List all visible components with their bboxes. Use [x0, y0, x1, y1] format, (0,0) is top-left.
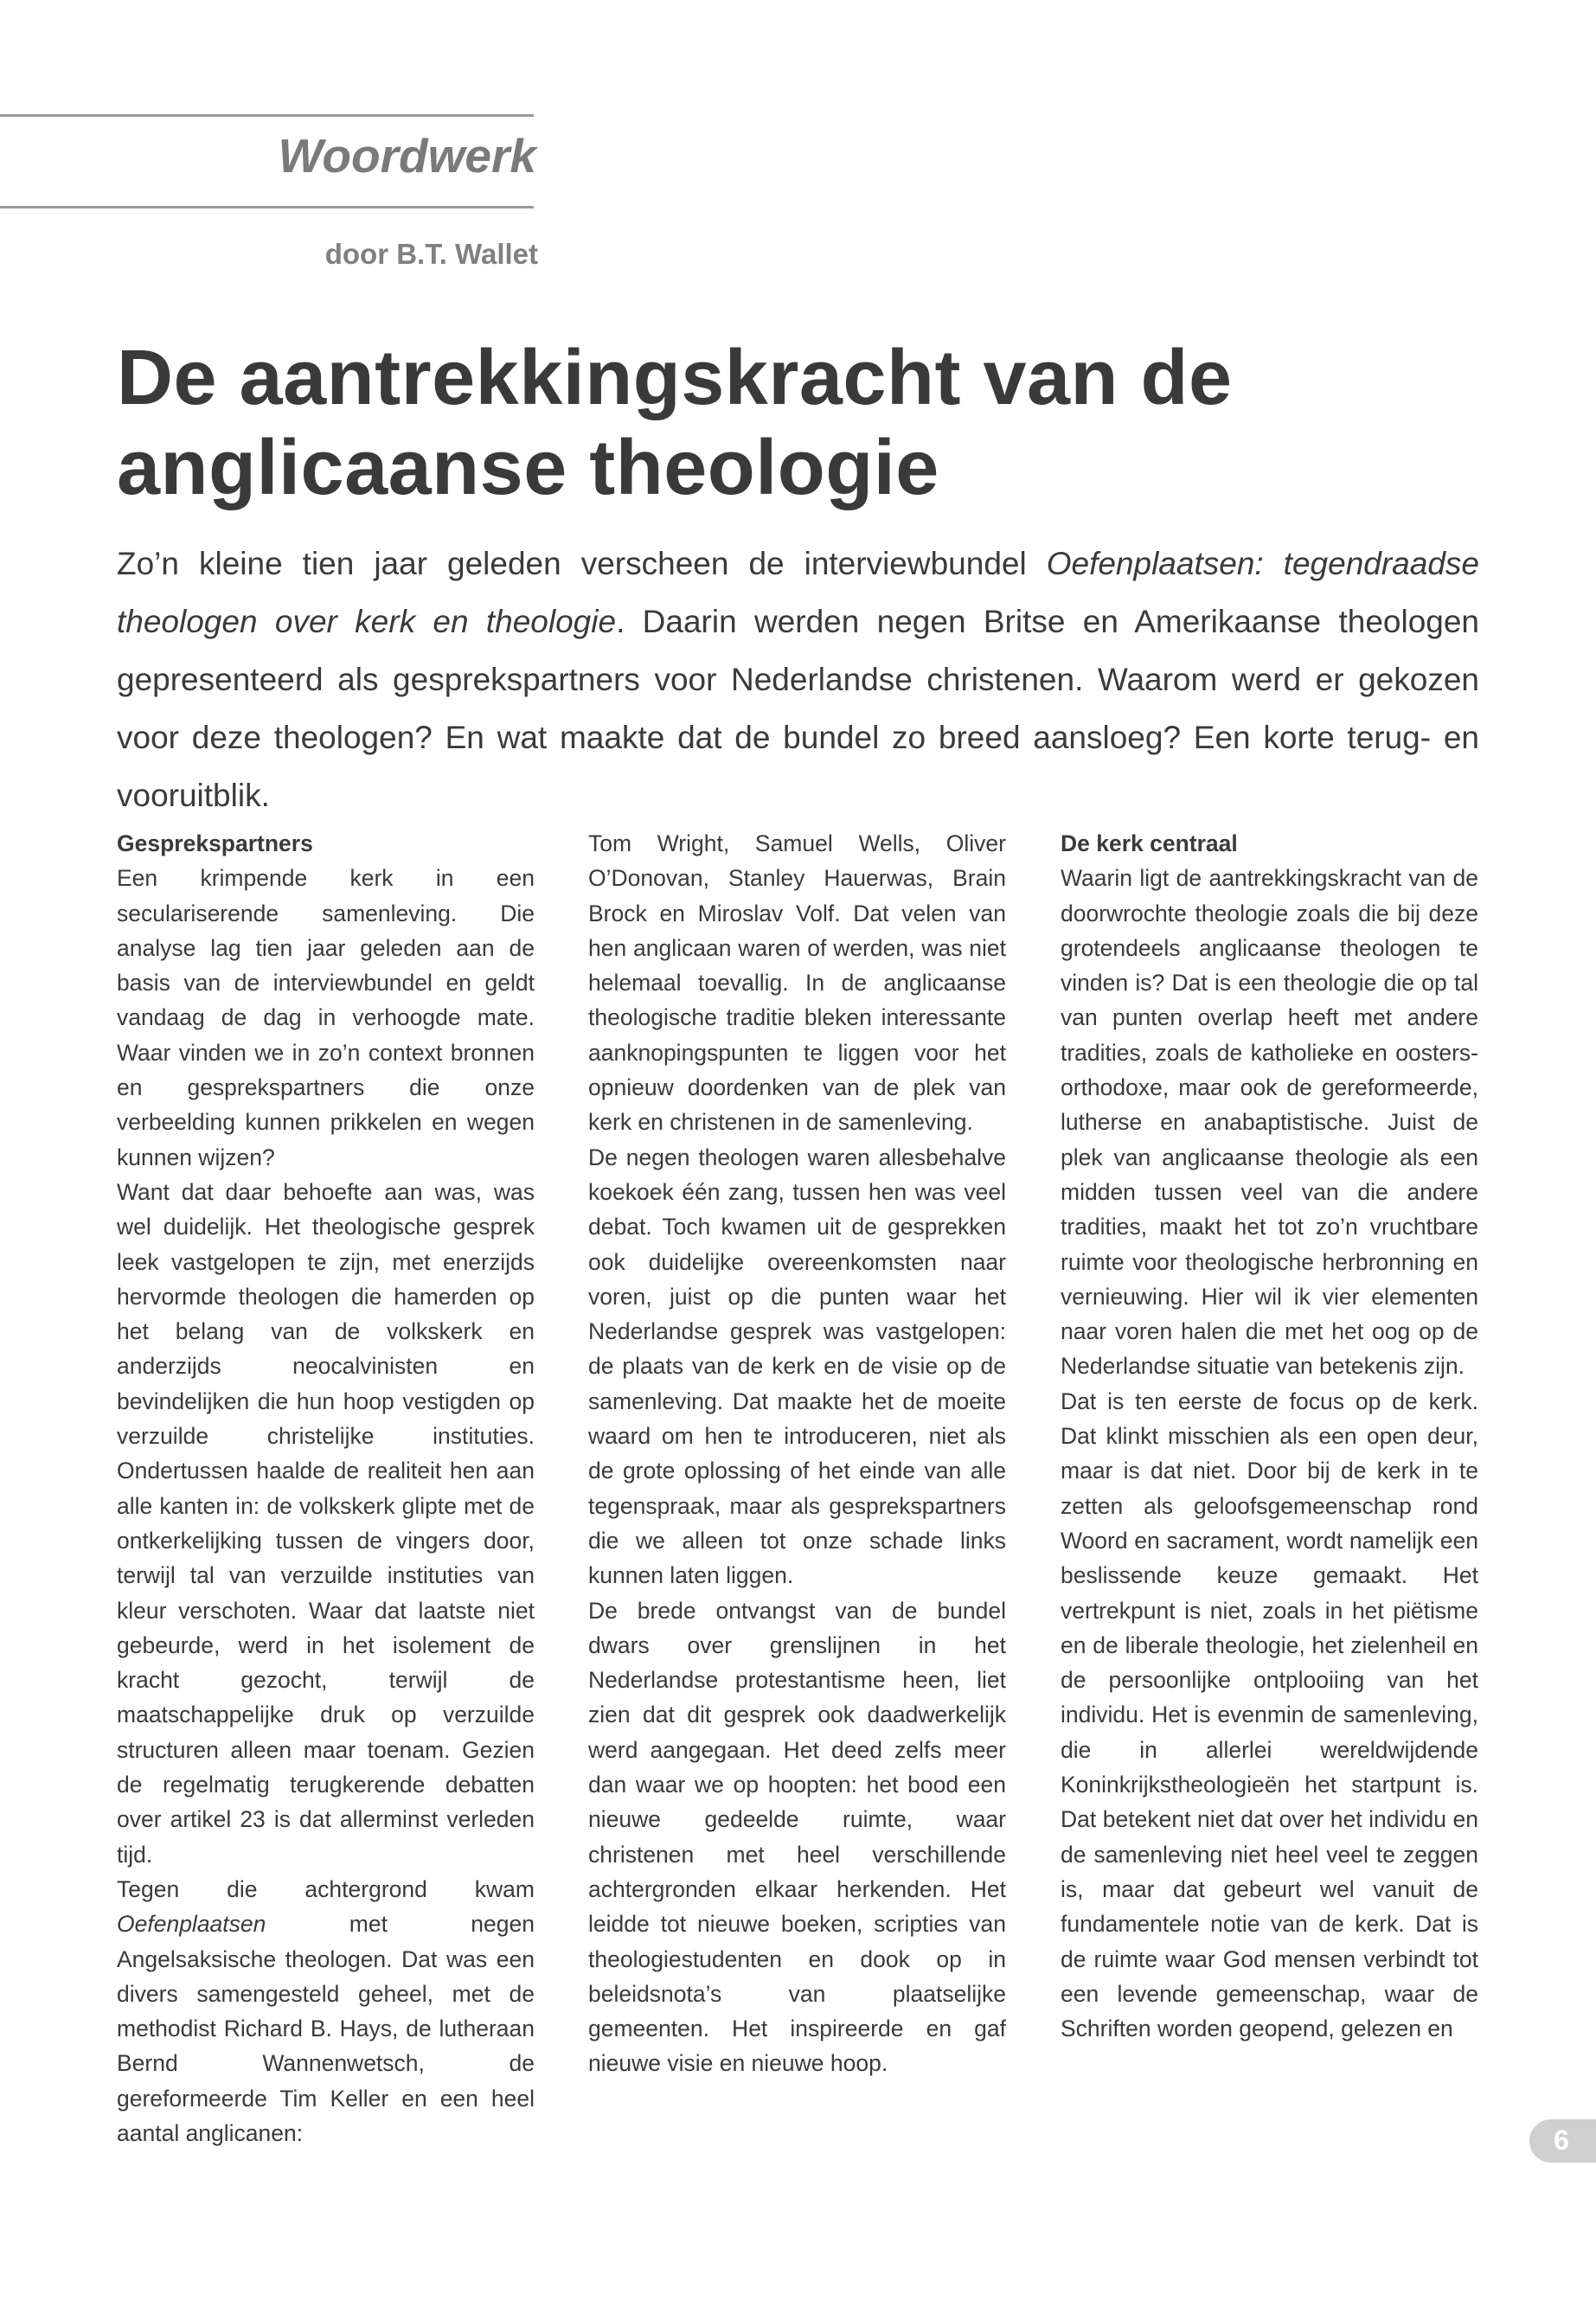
header-rule-top	[0, 114, 534, 117]
paragraph: Tom Wright, Samuel Wells, Oliver O’Donovan, Stanley Hauerwas, Brain Brock en Miroslav Volf. Dat velen van hen anglicaan waren of werden, was niet helemaal toevallig. In de anglicaanse theologische traditie bleken interessante aanknopingspunten te liggen voor het opnieuw doordenken van de plek van kerk en christenen in de samenleving.	[588, 830, 1006, 1136]
byline: door B.T. Wallet	[324, 238, 538, 270]
paragraph-text: met negen Angelsaksische theologen. Dat was een divers samengesteld geheel, met de methodist Richard B. Hays, de lutheraan Bernd Wannenwetsch, de gereformeerde Tim Keller en een heel aantal anglicanen:	[117, 1911, 535, 2146]
paragraph: Want dat daar behoefte aan was, was wel duidelijk. Het theologische gesprek leek vastgelopen te zijn, met enerzijds hervormde theologen die hamerden op het belang van de volkskerk en anderzijds neocalvinisten en bevindelijken die hun hoop vestigden op verzuilde christelijke instituties. Ondertussen haalde de realiteit hen aan alle kanten in: de volkskerk glipte met de ontkerkelijking tussen de vingers door, terwijl tal van verzuilde instituties van kleur verschoten. Waar dat laatste niet gebeurde, werd in het isolement de kracht gezocht, terwijl de maatschappelijke druk op verzuilde structuren alleen maar toenam. Gezien de regelmatig terugkerende debatten over artikel 23 is dat allerminst verleden tijd.	[117, 1178, 535, 1868]
paragraph: Dat is ten eerste de focus op de kerk. Dat klinkt misschien als een open deur, maar is dat niet. Door bij de kerk in te zetten als geloofsgemeenschap rond Woord en sacrament, wordt namelijk een beslissende keuze gemaakt. Het vertrekpunt is niet, zoals in het piëtisme en de liberale theologie, het zielenheil en de persoonlijke ontplooiing van het individu. Het is evenmin de samenleving, die in allerlei wereldwijdende Koninkrijkstheologieën het startpunt is. Dat betekent niet dat over het individu en de samenleving niet heel veel te zeggen is, maar dat gebeurt wel vanuit de fundamentele notie van de kerk. Dat is de ruimte waar God mensen verbindt tot een levende gemeenschap, waar de Schriften worden geopend, gelezen en	[1061, 1388, 1478, 2042]
column-2	[588, 826, 1006, 2081]
paragraph-text: Tegen die achtergrond kwam	[117, 1875, 535, 1902]
page-number: 6	[1554, 2125, 1569, 2156]
paragraph: Waarin ligt de aantrekkingskracht van de doorwrochte theologie zoals die bij deze grotendeels anglicaanse theologen te vinden is? Dat is een theologie die op tal van punten overlap heeft met andere tradities, zoals de katholieke en oosters-orthodoxe, maar ook de gereformeerde, lutherse en anabaptistische. Juist de plek van anglicaanse theologie als een midden tussen veel van die andere tradities, maakt het tot zo’n vruchtbare ruimte voor theologische herbronning en vernieuwing. Hier wil ik vier elementen naar voren halen die met het oog op de Nederlandse situatie van betekenis zijn.	[1061, 865, 1478, 1380]
paragraph: De brede ontvangst van de bundel dwars over grenslijnen in het Nederlandse protestantisme heen, liet zien dat dit gesprek ook daadwerkelijk werd aangegaan. Het deed zelfs meer dan waar we op hoopten: het bood een nieuwe gedeelde ruimte, waar christenen met heel verschillende achtergronden elkaar herkenden. Het leidde tot nieuwe boeken, scripties van theologiestudenten en dook op in beleidsnota’s van plaatselijke gemeenten. Het inspireerde en gaf nieuwe visie en nieuwe hoop.	[588, 1597, 1006, 2077]
intro-book-title: Oefenplaatsen: tegendraadse theologen over kerk en theologie	[117, 546, 1479, 639]
book-title: Oefenplaatsen	[117, 1911, 266, 1938]
paragraph: De negen theologen waren allesbehalve koekoek één zang, tussen hen was veel debat. Toch kwamen uit de gesprekken ook duidelijke overeenkomsten naar voren, juist op die punten waar het Nederlandse gesprek was vastgelopen: de plaats van de kerk en de visie op de samenleving. Dat maakte het de moeite waard om hen te introduceren, niet als de grote oplossing of het einde van alle tegenspraak, maar als gesprekspartners die we alleen tot onze schade links kunnen laten liggen.	[588, 1144, 1006, 1589]
column-3	[1061, 826, 1478, 2046]
article-intro	[117, 535, 1479, 824]
section-heading-de-kerk-centraal: De kerk centraal	[1061, 830, 1238, 856]
column-1	[117, 826, 535, 2150]
article-title: De aantrekkingskracht van de anglicaanse theologie	[117, 335, 1233, 511]
intro-text-a: Zo’n kleine tien jaar geleden verscheen de interviewbundel	[117, 546, 1047, 581]
paragraph: Een krimpende kerk in een seculariserende samenleving. Die analyse lag tien jaar geleden aan de basis van de interviewbundel en geldt vandaag de dag in verhoogde mate. Waar vinden we in zo’n context bronnen en gesprekspartners die onze verbeelding kunnen prikkelen en wegen kunnen wijzen?	[117, 865, 535, 1170]
section-label: Woordwerk	[278, 129, 536, 183]
header-rule-bottom	[0, 206, 534, 208]
intro-text-b: . Daarin werden negen Britse en Amerikaanse theologen gepresenteerd als gesprekspartners voor Nederlandse christenen. Waarom werd er gekozen voor deze theologen? En wat maakte dat de bundel zo breed aansloeg? Een korte terug- en vooruitblik.	[117, 604, 1479, 813]
section-heading-gesprekspartners: Gesprekspartners	[117, 830, 313, 856]
paragraph	[117, 1872, 535, 2150]
